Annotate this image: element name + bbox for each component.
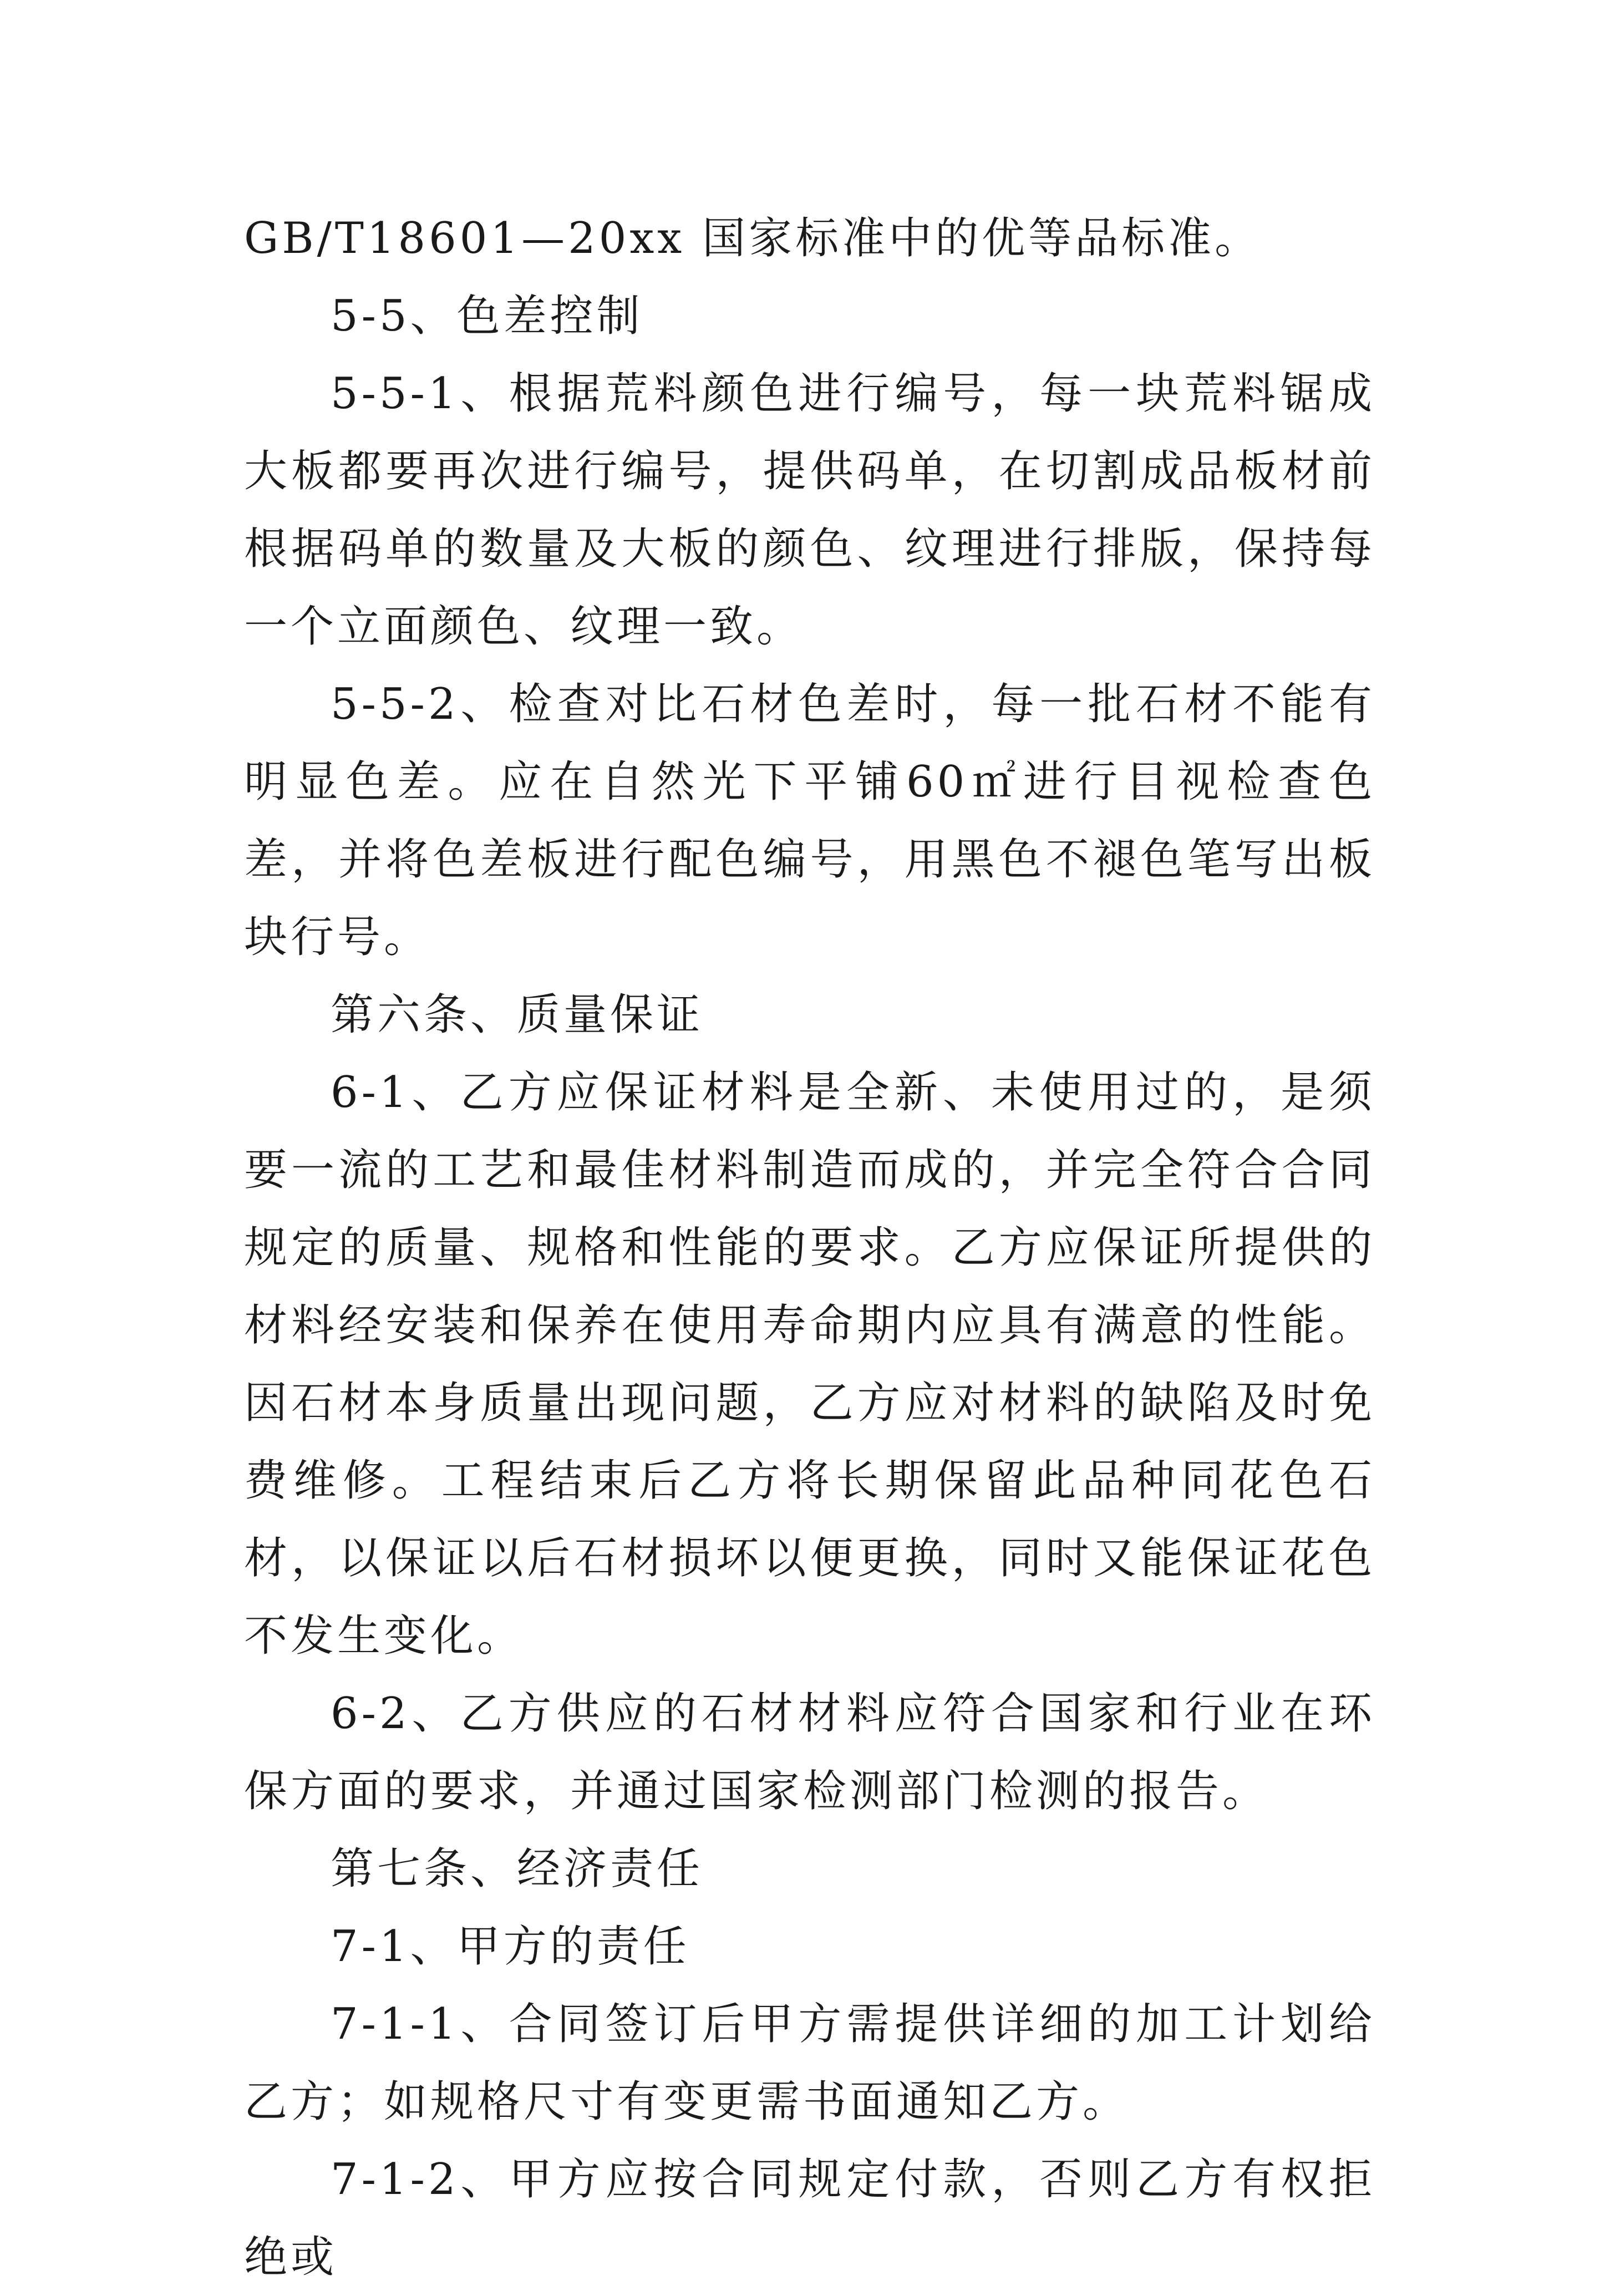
heading-article-6-quality-assurance: 第六条、质量保证 [331,990,704,1040]
paragraph-standard-tail: GB/T18601—20xx 国家标准中的优等品标准。 [244,214,1262,263]
paragraph-5-5-1: 5-5-1、根据荒料颜色进行编号，每一块荒料锯成大板都要再次进行编号，提供码单，在切割成品板材前根据码单的数量及大板的颜色、纹理进行排版，保持每一个立面颜色、纹理一致。 [244,369,1375,652]
paragraph-7-1-1: 7-1-1、合同签订后甲方需提供详细的加工计划给乙方；如规格尺寸有变更需书面通知乙方。 [244,1999,1375,2127]
paragraph-7-1-2: 7-1-2、甲方应按合同规定付款，否则乙方有权拒绝或 [244,2155,1375,2282]
paragraph-6-2: 6-2、乙方供应的石材材料应符合国家和行业在环保方面的要求，并通过国家检测部门检测的报告。 [244,1689,1375,1816]
heading-7-1-party-a-responsibility: 7-1、甲方的责任 [331,1922,690,1972]
paragraph-6-1: 6-1、乙方应保证材料是全新、未使用过的，是须要一流的工艺和最佳材料制造而成的，并完全符合合同规定的质量、规格和性能的要求。乙方应保证所提供的材料经安装和保养在使用寿命期内应具有满意的性能。因石材本身质量出现问题，乙方应对材料的缺陷及时免费维修。工程结束后乙方将长期保留此品种同花色石材，以保证以后石材损坏以便更换，同时又能保证花色不发生变化。 [244,1068,1375,1661]
heading-article-7-economic-responsibility: 第七条、经济责任 [331,1844,704,1894]
paragraph-5-5-2: 5-5-2、检查对比石材色差时，每一批石材不能有明显色差。应在自然光下平铺60㎡进行目视检查色差，并将色差板进行配色编号，用黑色不褪色笔写出板块行号。 [244,679,1375,962]
document-body [244,200,1375,2296]
heading-color-difference-control: 5-5、色差控制 [331,291,643,341]
